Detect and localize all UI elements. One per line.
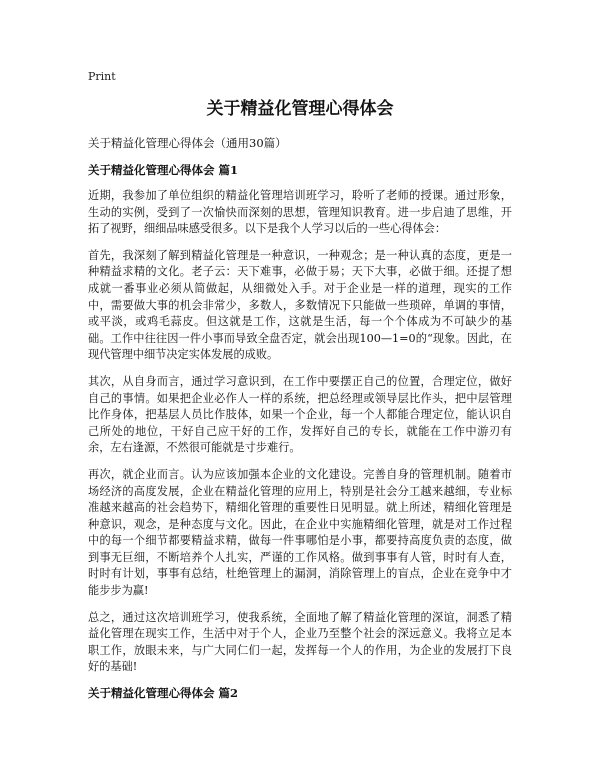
paragraph-3: 其次，从自身而言，通过学习意识到，在工作中要摆正自己的位置，合理定位，做好自己的事情。如果把企业必作人一样的系统，把总经理或领导层比作头，把中层管理比作身体，把基层人员比作肢体，如果一个企业，每一个人都能合理定位，能认识自己所处的地位，干好自己应干好的工作，发挥好自己的专长，就能在工作中游刃有余，左右逢源，不然很可能就是寸步难行。 [88,374,512,455]
section-heading-1: 关于精益化管理心得体会 篇1 [88,163,239,177]
print-label[interactable]: Print [88,70,116,83]
section-heading-2: 关于精益化管理心得体会 篇2 [88,686,239,701]
document-page [88,70,512,711]
paragraph-5: 总之，通过这次培训班学习，使我系统，全面地了解了精益化管理的深谊，洞悉了精益化管理在现实工作，生活中对于个人，企业乃至整个社会的深远意义。我将立足本职工作，放眼未来，与广大同仁们一起，发挥每一个人的作用，为企业的发展打下良好的基础! [88,610,512,674]
document-subtitle: 关于精益化管理心得体会（通用30篇） [88,136,287,150]
paragraph-2: 首先，我深刻了解到精益化管理是一种意识，一种观念；是一种认真的态度，更是一种精益求精的文化。老子云：天下难事，必做于易；天下大事，必做于细。还提了想成就一番事业必须从简做起，从细微处入手。对于企业是一样的道理，现实的工作中，需要做大事的机会非常少，多数人，多数情况下只能做一些琐碎，单调的事情，或平淡，或鸡毛蒜皮。但这就是工作，这就是生活，每一个个体成为不可缺少的基础。工作中往往因一件小事而导致全盘否定，就会出现100—1=0的“现象。因此，在现代管理中细节决定实体发展的成败。 [88,248,512,362]
paragraph-4: 再次，就企业而言。认为应该加强本企业的文化建设。完善自身的管理机制。随着市场经济的高度发展，企业在精益化管理的应用上，特别是社会分工越来越细，专业标准越来越高的社会趋势下，精细化管理的重要性日见明显。就上所述，精细化管理是种意识，观念，是种态度与文化。因此，在企业中实施精细化管理，就是对工作过程中的每一个细节都要精益求精，做每一件事哪怕是小事，都要持高度负责的态度，做到事无巨细，不断培养个人扎实，严谨的工作风格。做到事事有人管，时时有人查，时时有计划，事事有总结，杜绝管理上的漏洞，消除管理上的盲点，企业在竞争中才能步步为赢! [88,467,512,598]
paragraph-1: 近期，我参加了单位组织的精益化管理培训班学习，聆听了老师的授课。通过形象，生动的实例，受到了一次愉快而深刻的思想，管理知识教育。进一步启迪了思维，开拓了视野，细细品味感受很多。以下是我个人学习以后的一些心得体会： [88,189,512,236]
document-title: 关于精益化管理心得体会 [206,99,394,119]
